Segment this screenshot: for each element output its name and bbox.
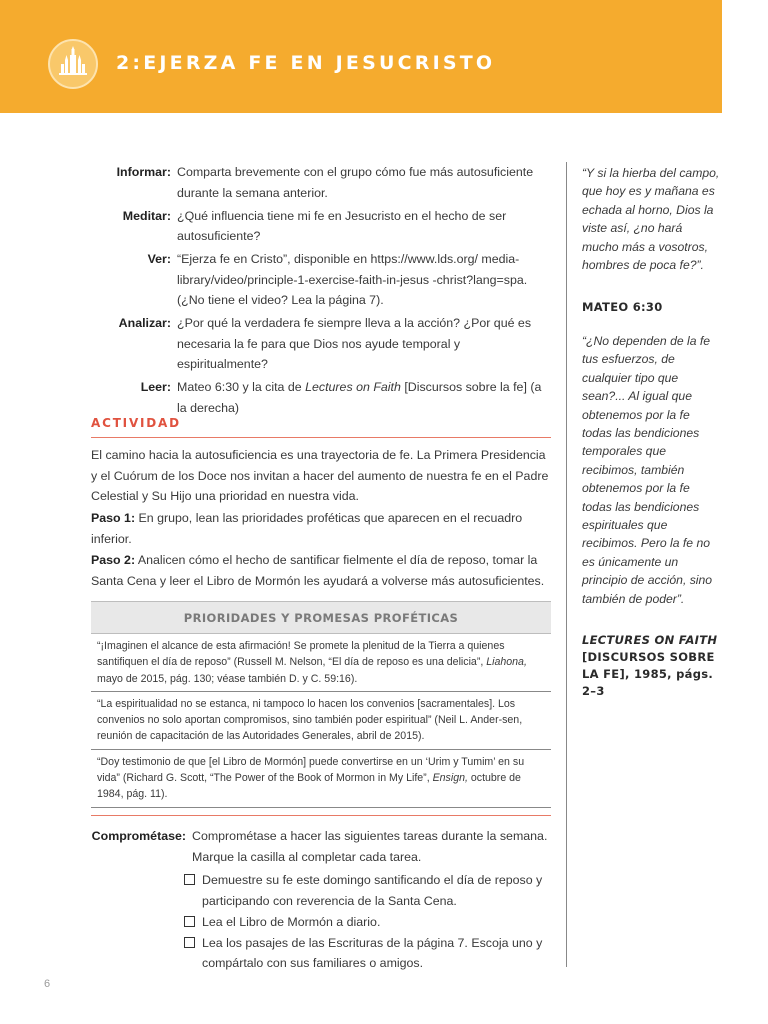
activity-paragraph: El camino hacia la autosuficiencia es una trayectoria de fe. La Primera Presidencia y el Cuórum de los Doce nos invitan a hacer del aumento de nuestra fe en el Padre Celestial y Su Hijo una prioridad en nuestra vida. — [91, 448, 549, 504]
intro-text: ¿Qué influencia tiene mi fe en Jesucristo en el hecho de ser autosuficiente? — [177, 208, 507, 243]
intro-row-meditar — [91, 206, 551, 247]
list-item — [184, 933, 554, 974]
task-checkbox[interactable] — [184, 937, 195, 948]
list-item — [184, 870, 554, 911]
commit-text: Comprométase a hacer las siguientes tareas durante la semana. Marque la casilla al completar cada tarea. — [192, 829, 548, 864]
sidebar-source-2: LECTURES ON FAITH [DISCURSOS SOBRE LA FE], 1985, págs. 2–3 — [582, 633, 718, 698]
task-list — [184, 870, 554, 974]
table-header: PRIORIDADES Y PROMESAS PROFÉTICAS — [91, 601, 551, 634]
sidebar-quote-1: “Y si la hierba del campo, que hoy es y mañana es echada al horno, Dios la viste así, ¿no hará mucho más a vosotros, hombres de poca fe?”. — [582, 166, 720, 273]
intro-row-leer — [91, 377, 551, 418]
intro-row-ver — [91, 249, 551, 311]
task-text: Demuestre su fe este domingo santificando el día de reposo y participando con reverencia de la Santa Cena. — [202, 873, 543, 908]
intro-row-informar — [91, 162, 551, 203]
divider — [91, 815, 551, 816]
divider — [91, 437, 551, 438]
priorities-table — [91, 601, 551, 808]
table-row: “¡Imaginen el alcance de esta afirmación! Se promete la plenitud de la Tierra a quienes santifiquen el día de reposo” (Russell M. Nelson, “El día de reposo es una delicia”, Liahona, mayo de 2015, pág. 130; véase también D. y C. 59:16). — [91, 634, 551, 692]
task-text: Lea el Libro de Mormón a diario. — [202, 914, 381, 929]
intro-text: ¿Por qué la verdadera fe siempre lleva a la acción? ¿Por qué es necesaria la fe para que Dios nos ayude temporal y espiritualmente? — [177, 316, 532, 371]
commit-label: Comprométase: — [91, 829, 186, 843]
intro-label: Meditar: — [122, 208, 171, 223]
step-2: Paso 2: Analicen cómo el hecho de santificar fielmente el día de reposo, tomar la Santa Cena y leer el Libro de Mormón les ayudará a volverse más autosuficientes. — [91, 553, 545, 588]
page-number: 6 — [44, 978, 51, 990]
task-text: Lea los pasajes de las Escrituras de la página 7. Escoja uno y compártalo con sus familiares o amigos. — [202, 935, 543, 971]
intro-label: Analizar: — [118, 316, 171, 330]
intro-label: Ver: — [147, 252, 171, 266]
sidebar-quote-2: “¿No dependen de la fe tus esfuerzos, de cualquier tipo que sean?... Al igual que obtenemos por la fe todas las bendiciones temporales que recibimos, también obtenemos por la fe todas las bendiciones espirituales que recibimos. Pero la fe no es únicamente un principio de acción, sino también de poder”. — [582, 334, 713, 606]
intro-text: Comparta brevemente con el grupo cómo fue más autosuficiente durante la semana anterior. — [177, 165, 534, 200]
temple-icon — [48, 39, 98, 89]
intro-label: Leer: — [140, 380, 171, 394]
task-checkbox[interactable] — [184, 874, 195, 885]
table-row: “Doy testimonio de que [el Libro de Mormón] puede convertirse en un ‘Urim y Tumim’ en su vida” (Richard G. Scott, “The Power of the Book of Mormon in My Life”, Ensign, octubre de 1984, pág. 11). — [91, 750, 551, 808]
activity-title: ACTIVIDAD — [91, 416, 181, 430]
page-header — [0, 0, 722, 113]
intro-section — [91, 162, 551, 421]
sidebar-divider — [566, 162, 567, 967]
commit-section — [91, 826, 551, 867]
intro-text: Mateo 6:30 y la cita de Lectures on Faith [Discursos sobre la fe] (a la derecha) — [177, 380, 542, 415]
sidebar-source-1: MATEO 6:30 — [582, 300, 663, 314]
intro-label: Informar: — [116, 165, 171, 179]
intro-text: “Ejerza fe en Cristo”, disponible en https://www.lds.org/ media-library/video/principle-1-exercise-faith-in-jesus -christ?lang=spa. (¿No tiene el video? Lea la página 7). — [177, 252, 528, 307]
table-row: “La espiritualidad no se estanca, ni tampoco lo hacen los convenios [sacramentales]. Los convenios no solo aportan compromisos, sino también poder espiritual” (Neil L. Ander-sen, reunión de capacitación de las Autoridades Generales, abril de 2015). — [91, 692, 551, 750]
list-item — [184, 912, 554, 933]
intro-row-analizar — [91, 313, 551, 375]
step-1: Paso 1: En grupo, lean las prioridades proféticas que aparecen en el recuadro inferior. — [91, 511, 523, 546]
task-checkbox[interactable] — [184, 916, 195, 927]
page-title: 2:EJERZA FE EN JESUCRISTO — [116, 52, 496, 74]
